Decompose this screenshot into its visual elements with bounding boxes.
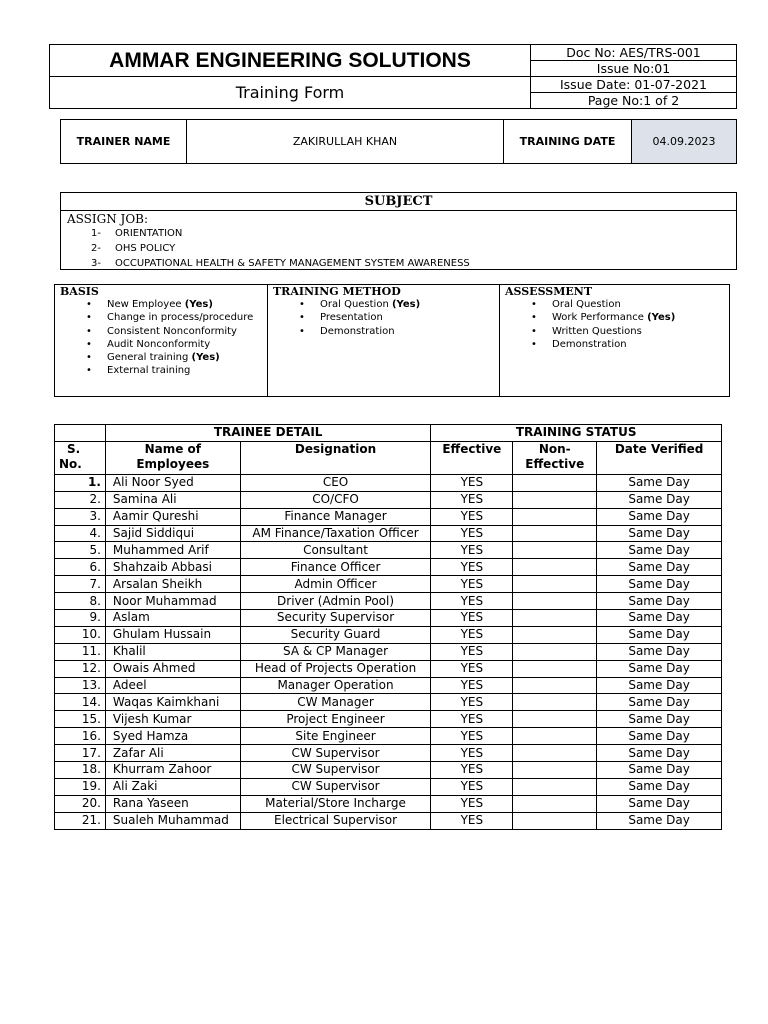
sno-cell: 14. — [55, 694, 106, 711]
table-row — [55, 711, 722, 728]
table-row — [55, 728, 722, 745]
effective-cell: YES — [431, 576, 513, 593]
non-effective-cell — [513, 677, 597, 694]
basis-list — [60, 298, 262, 378]
non-effective-cell — [513, 643, 597, 660]
sno-header: S. No. — [55, 441, 106, 474]
designation-cell: SA & CP Manager — [240, 643, 431, 660]
assessment-title: ASSESSMENT — [505, 285, 593, 298]
employee-name-cell: Zafar Ali — [105, 745, 240, 762]
subject-item-number: 1- — [91, 228, 101, 239]
subject-item — [61, 226, 736, 241]
basis-item: • Consistent Nonconformity — [60, 325, 262, 338]
non-effective-cell — [513, 593, 597, 610]
designation-cell: AM Finance/Taxation Officer — [240, 525, 431, 542]
basis-method-assessment-table — [54, 284, 730, 397]
form-title: Training Form — [50, 77, 531, 109]
assessment-list — [505, 298, 724, 351]
sno-cell: 2. — [55, 491, 106, 508]
sno-cell: 19. — [55, 778, 106, 795]
basis-item: • Audit Nonconformity — [60, 338, 262, 351]
employee-name-cell: Rana Yaseen — [105, 795, 240, 812]
sno-cell: 7. — [55, 576, 106, 593]
sno-cell: 18. — [55, 762, 106, 779]
designation-cell: Admin Officer — [240, 576, 431, 593]
assessment-item: • Written Questions — [505, 325, 724, 338]
effective-cell: YES — [431, 762, 513, 779]
method-item: • Oral Question (Yes) — [273, 298, 494, 311]
basis-column — [55, 285, 268, 397]
employee-name-cell: Ghulam Hussain — [105, 626, 240, 643]
table-row — [55, 694, 722, 711]
employee-name-cell: Sajid Siddiqui — [105, 525, 240, 542]
designation-cell: Finance Officer — [240, 559, 431, 576]
table-row — [55, 778, 722, 795]
employee-name-cell: Sualeh Muhammad — [105, 812, 240, 829]
basis-title: BASIS — [60, 285, 99, 298]
sno-cell: 10. — [55, 626, 106, 643]
non-effective-cell — [513, 626, 597, 643]
method-column — [268, 285, 500, 397]
designation-cell: Security Supervisor — [240, 610, 431, 627]
non-effective-cell — [513, 694, 597, 711]
non-effective-cell — [513, 559, 597, 576]
date-verified-cell: Same Day — [597, 778, 722, 795]
trainer-name-value: ZAKIRULLAH KHAN — [187, 120, 504, 164]
assessment-column — [500, 285, 730, 397]
training-date-label: TRAINING DATE — [504, 120, 632, 164]
non-effective-cell — [513, 812, 597, 829]
table-row — [55, 610, 722, 627]
employee-name-cell: Khurram Zahoor — [105, 762, 240, 779]
subject-item-text: OHS POLICY — [115, 243, 176, 254]
effective-cell: YES — [431, 660, 513, 677]
effective-cell: YES — [431, 542, 513, 559]
designation-cell: Project Engineer — [240, 711, 431, 728]
employee-name-cell: Khalil — [105, 643, 240, 660]
date-verified-cell: Same Day — [597, 474, 722, 491]
effective-cell: YES — [431, 812, 513, 829]
designation-cell: Site Engineer — [240, 728, 431, 745]
table-row — [55, 542, 722, 559]
non-effective-cell — [513, 745, 597, 762]
designation-cell: Driver (Admin Pool) — [240, 593, 431, 610]
employee-name-cell: Muhammed Arif — [105, 542, 240, 559]
subject-item-number: 2- — [91, 243, 101, 254]
table-column-header — [55, 441, 722, 474]
designation-cell: Material/Store Incharge — [240, 795, 431, 812]
sno-cell: 8. — [55, 593, 106, 610]
basis-item: • New Employee (Yes) — [60, 298, 262, 311]
table-row — [55, 643, 722, 660]
designation-cell: CO/CFO — [240, 491, 431, 508]
non-effective-cell — [513, 795, 597, 812]
date-verified-header: Date Verified — [597, 441, 722, 474]
subject-item-text: ORIENTATION — [115, 228, 183, 239]
date-verified-cell: Same Day — [597, 626, 722, 643]
basis-item: • Change in process/procedure — [60, 311, 262, 324]
designation-cell: CW Manager — [240, 694, 431, 711]
assessment-item: • Work Performance (Yes) — [505, 311, 724, 324]
table-row — [55, 745, 722, 762]
employee-name-cell: Shahzaib Abbasi — [105, 559, 240, 576]
non-effective-cell — [513, 660, 597, 677]
method-list — [273, 298, 494, 338]
effective-cell: YES — [431, 626, 513, 643]
date-verified-cell: Same Day — [597, 660, 722, 677]
sno-cell: 3. — [55, 508, 106, 525]
designation-cell: Finance Manager — [240, 508, 431, 525]
non-effective-cell — [513, 576, 597, 593]
sno-cell: 11. — [55, 643, 106, 660]
effective-cell: YES — [431, 508, 513, 525]
effective-cell: YES — [431, 711, 513, 728]
non-effective-cell — [513, 474, 597, 491]
date-verified-cell: Same Day — [597, 711, 722, 728]
sno-cell: 4. — [55, 525, 106, 542]
method-title: TRAINING METHOD — [273, 285, 401, 298]
basis-item: • General training (Yes) — [60, 351, 262, 364]
table-group-header — [55, 425, 722, 442]
trainer-name-label: TRAINER NAME — [61, 120, 187, 164]
assign-job-label: ASSIGN JOB: — [67, 212, 149, 226]
designation-cell: CEO — [240, 474, 431, 491]
method-item: • Demonstration — [273, 325, 494, 338]
trainer-info-table — [60, 119, 737, 164]
effective-cell: YES — [431, 778, 513, 795]
date-verified-cell: Same Day — [597, 677, 722, 694]
employee-name-cell: Ali Zaki — [105, 778, 240, 795]
sno-cell: 1. — [55, 474, 106, 491]
date-verified-cell: Same Day — [597, 542, 722, 559]
table-row — [55, 508, 722, 525]
trainee-table — [54, 424, 722, 830]
effective-cell: YES — [431, 694, 513, 711]
date-verified-cell: Same Day — [597, 491, 722, 508]
designation-cell: CW Supervisor — [240, 762, 431, 779]
date-verified-cell: Same Day — [597, 576, 722, 593]
table-row — [55, 660, 722, 677]
employee-name-cell: Aslam — [105, 610, 240, 627]
subject-section — [60, 192, 737, 270]
date-verified-cell: Same Day — [597, 762, 722, 779]
subject-item-text: OCCUPATIONAL HEALTH & SAFETY MANAGEMENT SYSTEM AWARENESS — [115, 258, 470, 269]
table-row — [55, 559, 722, 576]
date-verified-cell: Same Day — [597, 812, 722, 829]
training-date-value: 04.09.2023 — [632, 120, 737, 164]
designation-cell: Consultant — [240, 542, 431, 559]
designation-cell: Security Guard — [240, 626, 431, 643]
effective-cell: YES — [431, 474, 513, 491]
non-effective-cell — [513, 525, 597, 542]
date-verified-cell: Same Day — [597, 795, 722, 812]
effective-cell: YES — [431, 593, 513, 610]
effective-cell: YES — [431, 643, 513, 660]
employee-name-cell: Arsalan Sheikh — [105, 576, 240, 593]
date-verified-cell: Same Day — [597, 728, 722, 745]
designation-header: Designation — [240, 441, 431, 474]
effective-cell: YES — [431, 728, 513, 745]
name-header: Name of Employees — [105, 441, 240, 474]
non-effective-cell — [513, 778, 597, 795]
table-row — [55, 795, 722, 812]
table-row — [55, 576, 722, 593]
employee-name-cell: Vijesh Kumar — [105, 711, 240, 728]
assessment-item: • Oral Question — [505, 298, 724, 311]
doc-number: Doc No: AES/TRS-001 — [531, 45, 737, 61]
sno-cell: 5. — [55, 542, 106, 559]
designation-cell: CW Supervisor — [240, 778, 431, 795]
effective-cell: YES — [431, 491, 513, 508]
employee-name-cell: Aamir Qureshi — [105, 508, 240, 525]
training-status-header: TRAINING STATUS — [431, 425, 722, 442]
table-row — [55, 812, 722, 829]
effective-cell: YES — [431, 559, 513, 576]
employee-name-cell: Syed Hamza — [105, 728, 240, 745]
employee-name-cell: Owais Ahmed — [105, 660, 240, 677]
date-verified-cell: Same Day — [597, 525, 722, 542]
subject-item-number: 3- — [91, 258, 101, 269]
sno-cell: 9. — [55, 610, 106, 627]
assessment-item: • Demonstration — [505, 338, 724, 351]
table-row — [55, 491, 722, 508]
sno-cell: 21. — [55, 812, 106, 829]
basis-item: • External training — [60, 364, 262, 377]
date-verified-cell: Same Day — [597, 559, 722, 576]
employee-name-cell: Noor Muhammad — [105, 593, 240, 610]
subject-item — [61, 256, 736, 271]
employee-name-cell: Waqas Kaimkhani — [105, 694, 240, 711]
date-verified-cell: Same Day — [597, 593, 722, 610]
non-effective-header: Non- Effective — [513, 441, 597, 474]
table-row — [55, 474, 722, 491]
sno-cell: 15. — [55, 711, 106, 728]
sno-cell: 13. — [55, 677, 106, 694]
sno-cell: 6. — [55, 559, 106, 576]
effective-header: Effective — [431, 441, 513, 474]
effective-cell: YES — [431, 795, 513, 812]
designation-cell: Electrical Supervisor — [240, 812, 431, 829]
employee-name-cell: Samina Ali — [105, 491, 240, 508]
non-effective-cell — [513, 728, 597, 745]
issue-date: Issue Date: 01-07-2021 — [531, 77, 737, 93]
sno-cell: 12. — [55, 660, 106, 677]
sno-cell: 16. — [55, 728, 106, 745]
non-effective-cell — [513, 542, 597, 559]
company-name: AMMAR ENGINEERING SOLUTIONS — [50, 45, 531, 77]
effective-cell: YES — [431, 677, 513, 694]
table-row — [55, 677, 722, 694]
issue-number: Issue No:01 — [531, 61, 737, 77]
non-effective-cell — [513, 508, 597, 525]
non-effective-cell — [513, 711, 597, 728]
blank-header-cell — [55, 425, 106, 442]
non-effective-cell — [513, 762, 597, 779]
designation-cell: Manager Operation — [240, 677, 431, 694]
date-verified-cell: Same Day — [597, 643, 722, 660]
trainee-detail-header: TRAINEE DETAIL — [105, 425, 430, 442]
table-row — [55, 762, 722, 779]
table-row — [55, 525, 722, 542]
effective-cell: YES — [431, 610, 513, 627]
designation-cell: CW Supervisor — [240, 745, 431, 762]
method-item: • Presentation — [273, 311, 494, 324]
trainee-rows — [55, 474, 722, 829]
effective-cell: YES — [431, 525, 513, 542]
subject-item — [61, 241, 736, 256]
employee-name-cell: Ali Noor Syed — [105, 474, 240, 491]
date-verified-cell: Same Day — [597, 610, 722, 627]
document-header — [49, 44, 737, 109]
non-effective-cell — [513, 491, 597, 508]
employee-name-cell: Adeel — [105, 677, 240, 694]
non-effective-cell — [513, 610, 597, 627]
date-verified-cell: Same Day — [597, 694, 722, 711]
table-row — [55, 626, 722, 643]
designation-cell: Head of Projects Operation — [240, 660, 431, 677]
page-number: Page No:1 of 2 — [531, 93, 737, 109]
subject-list — [61, 226, 736, 271]
date-verified-cell: Same Day — [597, 508, 722, 525]
date-verified-cell: Same Day — [597, 745, 722, 762]
effective-cell: YES — [431, 745, 513, 762]
table-row — [55, 593, 722, 610]
subject-title: SUBJECT — [61, 193, 736, 211]
sno-cell: 17. — [55, 745, 106, 762]
sno-cell: 20. — [55, 795, 106, 812]
